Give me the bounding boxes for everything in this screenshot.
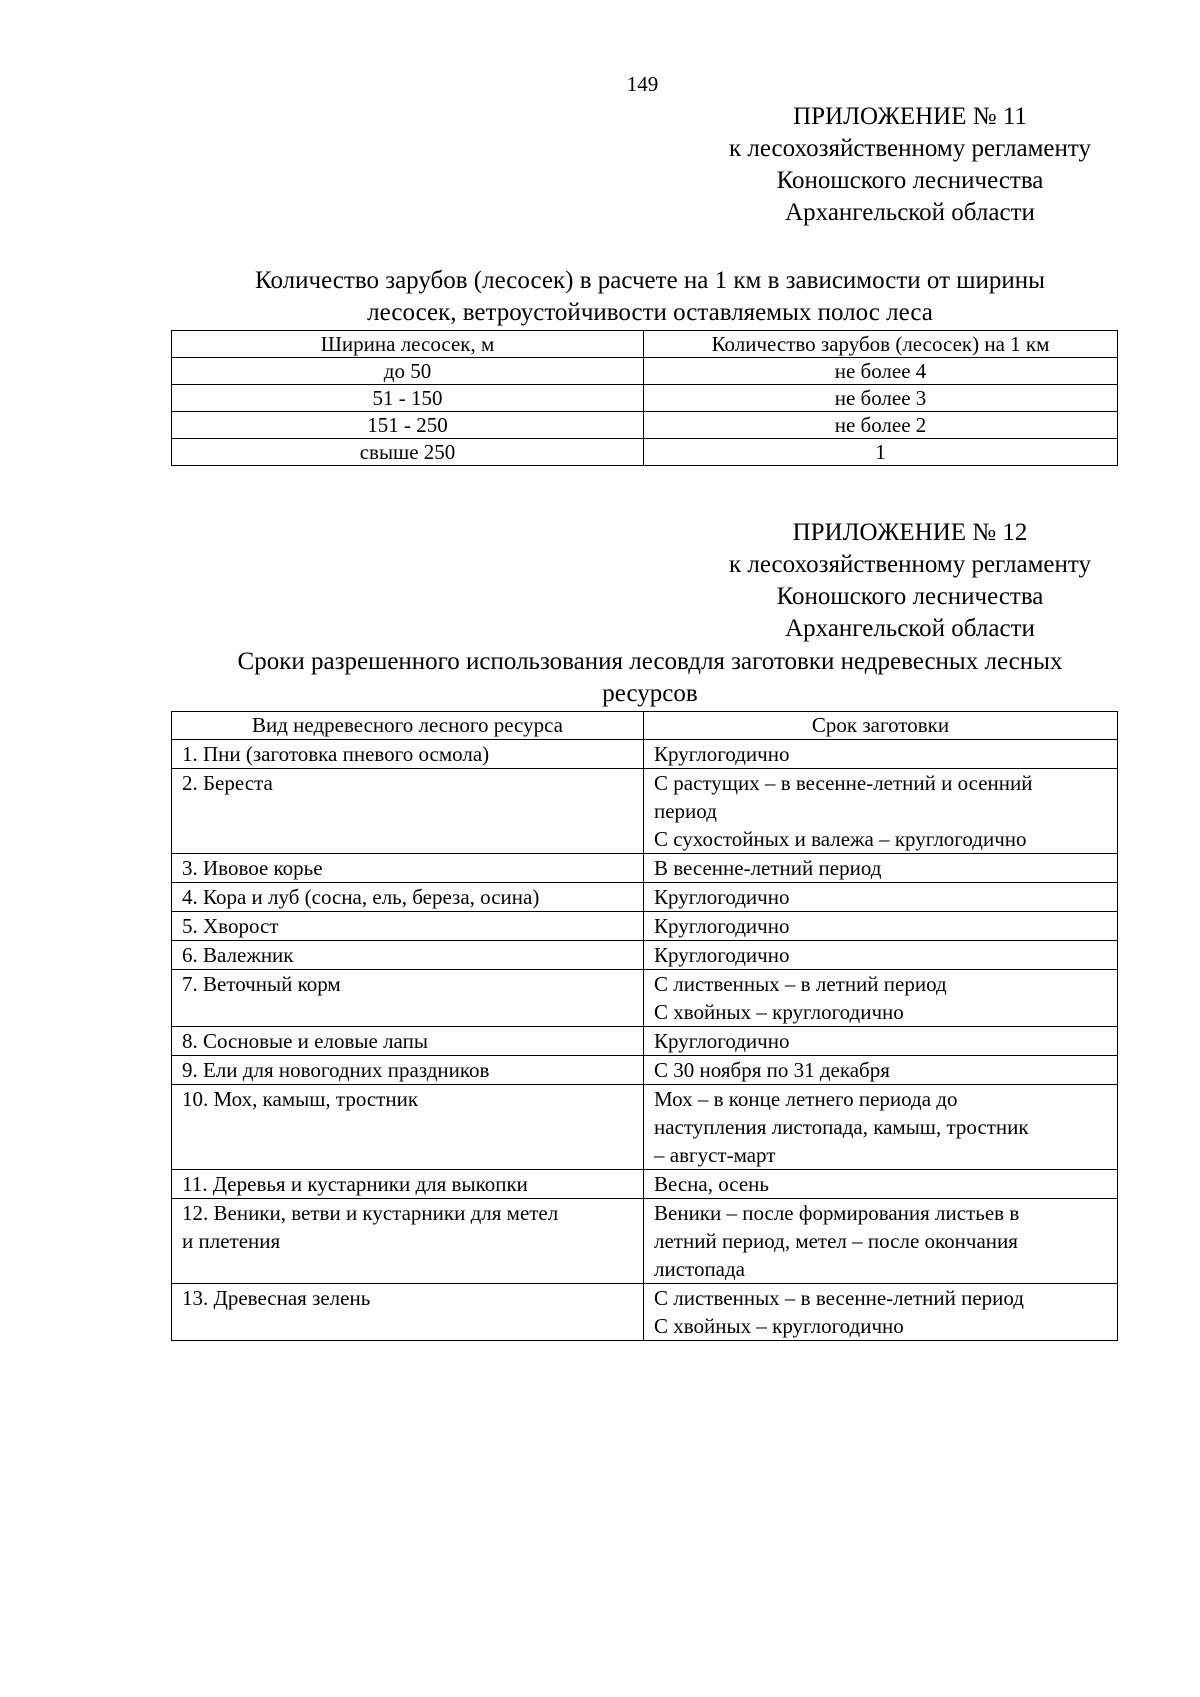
resource-type-cell — [172, 769, 644, 854]
resource-type-cell — [172, 1027, 644, 1056]
appendix-11-line3: Архангельской области — [785, 199, 1035, 226]
cell-line: 6. Валежник — [182, 943, 294, 967]
column-header: Ширина лесосек, м — [172, 331, 644, 358]
harvest-period-cell — [644, 970, 1118, 1027]
harvest-period-cell — [644, 1170, 1118, 1199]
cell-line: 5. Хворост — [182, 914, 279, 938]
cell-line: В весенне-летний период — [654, 856, 882, 880]
cell-line: С хвойных – круглогодично — [654, 1314, 904, 1338]
table-header-row — [172, 331, 1118, 358]
table-row — [172, 912, 1118, 941]
table-12-title — [160, 646, 1140, 710]
cell-line: Круглогодично — [654, 742, 790, 766]
column-header: Количество зарубов (лесосек) на 1 км — [644, 331, 1118, 358]
harvest-period-cell — [644, 1199, 1118, 1284]
non-timber-resources-table — [171, 711, 1118, 1341]
appendix-12-line2: Коношского лесничества — [776, 583, 1044, 610]
cell-line: Круглогодично — [654, 1029, 790, 1053]
table-row — [172, 1085, 1118, 1170]
cell-line: 13. Древесная зелень — [182, 1286, 371, 1310]
cell-line: С лиственных – в весенне-летний период — [654, 1286, 1024, 1310]
cell-line: – август-март — [654, 1143, 776, 1167]
table-11-title — [160, 265, 1140, 329]
harvest-period-cell — [644, 740, 1118, 769]
cell-line: С хвойных – круглогодично — [654, 1000, 904, 1024]
cell-line: Круглогодично — [654, 914, 790, 938]
cell-line: листопада — [654, 1257, 746, 1281]
table-row — [172, 769, 1118, 854]
table-cell: не более 3 — [644, 385, 1118, 412]
table-row — [172, 1170, 1118, 1199]
harvest-period-cell — [644, 1085, 1118, 1170]
resource-type-cell — [172, 1085, 644, 1170]
cell-line: 10. Мох, камыш, тростник — [182, 1087, 419, 1111]
harvest-period-cell — [644, 941, 1118, 970]
resource-type-cell — [172, 941, 644, 970]
harvest-period-cell — [644, 769, 1118, 854]
cell-line: 11. Деревья и кустарники для выкопки — [182, 1172, 528, 1196]
table-row — [172, 1027, 1118, 1056]
cell-line: Веники – после формирования листьев в — [654, 1201, 1020, 1225]
resource-type-cell — [172, 1199, 644, 1284]
cell-line: 7. Веточный корм — [182, 972, 341, 996]
table-row — [172, 970, 1118, 1027]
table-row — [172, 385, 1118, 412]
cell-line: 9. Ели для новогодних праздников — [182, 1058, 490, 1082]
appendix-12-line3: Архангельской области — [785, 615, 1035, 642]
appendix-11-line1: к лесохозяйственному регламенту — [728, 135, 1092, 162]
table-row — [172, 941, 1118, 970]
cell-line: С растущих – в весенне-летний и осенний — [654, 771, 1033, 795]
cell-line: 3. Ивовое корье — [182, 856, 323, 880]
appendix-12-line1: к лесохозяйственному регламенту — [728, 551, 1092, 578]
column-header: Вид недревесного лесного ресурса — [172, 712, 644, 740]
resource-type-cell — [172, 912, 644, 941]
cell-line: и плетения — [182, 1229, 281, 1253]
cell-line: Весна, осень — [654, 1172, 769, 1196]
harvest-period-cell — [644, 1027, 1118, 1056]
table-cell: свыше 250 — [172, 439, 644, 466]
cell-line: наступления листопада, камыш, тростник — [654, 1115, 1029, 1139]
cell-line: летний период, метел – после окончания — [654, 1229, 1018, 1253]
harvest-period-cell — [644, 912, 1118, 941]
table-cell: до 50 — [172, 358, 644, 385]
cell-line: С 30 ноября по 31 декабря — [654, 1058, 890, 1082]
resource-type-cell — [172, 854, 644, 883]
cell-line: С сухостойных и валежа – круглогодично — [654, 827, 1027, 851]
appendix-12-heading: ПРИЛОЖЕНИЕ № 12 — [792, 519, 1028, 546]
table-row — [172, 1056, 1118, 1085]
harvest-period-cell — [644, 854, 1118, 883]
table-12-title-line1: Сроки разрешенного использования лесовдля заготовки недревесных лесных — [237, 648, 1063, 675]
cutting-areas-table — [171, 330, 1118, 466]
cell-line: Круглогодично — [654, 943, 790, 967]
table-header-row — [172, 712, 1118, 740]
harvest-period-cell — [644, 1056, 1118, 1085]
table-row — [172, 1284, 1118, 1341]
page-number: 149 — [626, 72, 659, 96]
harvest-period-cell — [644, 1284, 1118, 1341]
appendix-12-header — [660, 517, 1160, 645]
column-header: Срок заготовки — [644, 712, 1118, 740]
table-row — [172, 412, 1118, 439]
cell-line: период — [654, 799, 717, 823]
cell-line: Мох – в конце летнего периода до — [654, 1087, 958, 1111]
harvest-period-cell — [644, 883, 1118, 912]
table-row — [172, 439, 1118, 466]
table-cell: 1 — [644, 439, 1118, 466]
table-cell: 51 - 150 — [172, 385, 644, 412]
resource-type-cell — [172, 1056, 644, 1085]
cell-line: 8. Сосновые и еловые лапы — [182, 1029, 428, 1053]
resource-type-cell — [172, 740, 644, 769]
table-11-title-line1: Количество зарубов (лесосек) в расчете на 1 км в зависимости от ширины — [255, 267, 1045, 294]
table-row — [172, 740, 1118, 769]
table-cell: не более 2 — [644, 412, 1118, 439]
appendix-11-line2: Коношского лесничества — [776, 167, 1044, 194]
cell-line: 4. Кора и луб (сосна, ель, береза, осина) — [182, 885, 540, 909]
table-row — [172, 854, 1118, 883]
resource-type-cell — [172, 1170, 644, 1199]
cell-line: 1. Пни (заготовка пневого осмола) — [182, 742, 490, 766]
table-cell: не более 4 — [644, 358, 1118, 385]
appendix-11-header — [660, 101, 1160, 229]
cell-line: 2. Береста — [182, 771, 273, 795]
resource-type-cell — [172, 883, 644, 912]
appendix-11-heading: ПРИЛОЖЕНИЕ № 11 — [793, 103, 1027, 130]
resource-type-cell — [172, 970, 644, 1027]
table-row — [172, 883, 1118, 912]
cell-line: С лиственных – в летний период — [654, 972, 947, 996]
resource-type-cell — [172, 1284, 644, 1341]
table-row — [172, 1199, 1118, 1284]
table-11-title-line2: лесосек, ветроустойчивости оставляемых полос леса — [367, 299, 933, 326]
cell-line: Круглогодично — [654, 885, 790, 909]
table-12-title-line2: ресурсов — [602, 680, 698, 707]
cell-line: 12. Веники, ветви и кустарники для метел — [182, 1201, 559, 1225]
table-cell: 151 - 250 — [172, 412, 644, 439]
table-row — [172, 358, 1118, 385]
